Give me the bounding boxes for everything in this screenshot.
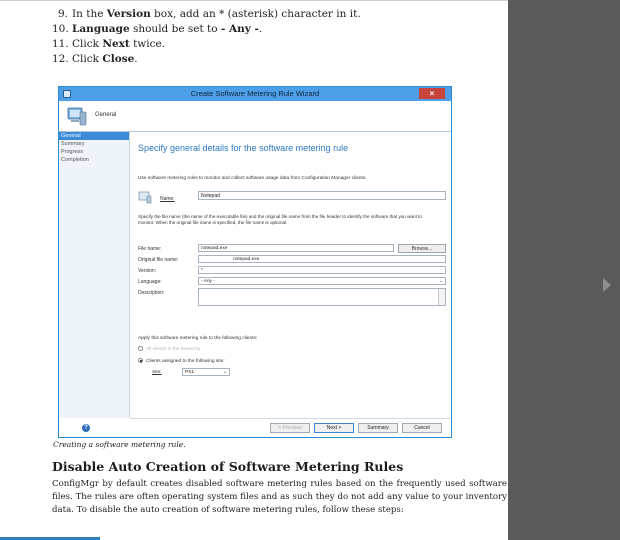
dialog-titlebar [59, 87, 451, 101]
version-input[interactable]: * [198, 266, 446, 274]
step-item [52, 37, 361, 52]
step-number: 10. [52, 23, 69, 35]
figure-caption: Creating a software metering rule. [53, 440, 186, 449]
step-item [52, 7, 361, 22]
nav-item-completion[interactable]: Completion [61, 157, 89, 163]
cancel-button[interactable]: Cancel [402, 423, 442, 433]
top-divider [0, 0, 508, 1]
step-list [52, 7, 361, 67]
radio-site-clients[interactable] [138, 358, 225, 364]
chevron-down-icon: ⌄ [438, 278, 443, 284]
scrollbar[interactable] [438, 289, 445, 305]
section-heading: Disable Auto Creation of Software Metering Rules [52, 459, 404, 474]
step-keyword: Next [102, 38, 130, 50]
help-icon[interactable]: ? [82, 424, 90, 432]
apply-label: Apply this software metering rule to the following clients: [138, 336, 258, 341]
step-text: Click [72, 53, 103, 65]
step-keyword: Version [106, 8, 151, 20]
name-input[interactable]: Notepad [198, 191, 446, 200]
version-label: Version: [138, 268, 157, 274]
radio-indicator [138, 346, 143, 351]
previous-button[interactable]: < Previous [270, 423, 310, 433]
language-value: - Any - [201, 279, 215, 284]
wizard-content [130, 132, 450, 418]
wizard-banner [59, 101, 451, 132]
language-select[interactable] [198, 277, 446, 285]
step-keyword: - Any - [220, 23, 259, 35]
intro-text: Use software metering rules to monitor and collect software usage data from Configuration Manager clients. [138, 176, 367, 181]
window-menu-icon [63, 90, 71, 98]
wizard-screenshot [58, 86, 452, 438]
step-item [52, 22, 361, 37]
summary-button[interactable]: Summary [358, 423, 398, 433]
original-file-name-input[interactable] [198, 255, 446, 263]
computer-icon [65, 104, 89, 128]
file-name-input[interactable]: notepad.exe [198, 244, 394, 252]
step-text: . [258, 23, 263, 35]
next-button[interactable]: Next > [314, 423, 354, 433]
step-text: Click [72, 38, 103, 50]
chevron-down-icon: ⌄ [222, 369, 227, 375]
site-select[interactable] [182, 368, 230, 376]
radio-site-label: Clients assigned to the following site: [146, 358, 225, 364]
original-file-name-label: Original file name: [138, 257, 179, 263]
step-number: 11. [52, 38, 69, 50]
step-keyword: Close [102, 53, 135, 65]
description-input[interactable] [198, 288, 446, 306]
step-text: box, add an * (asterisk) character in it. [150, 8, 361, 20]
step-text: In the [72, 8, 107, 20]
step-text: . [134, 53, 138, 65]
wizard-nav [59, 132, 130, 418]
file-name-label: File name: [138, 246, 162, 252]
language-label: Language: [138, 279, 162, 285]
site-value: PS1 [185, 370, 195, 375]
banner-label: General [95, 112, 117, 118]
next-page-arrow-icon[interactable] [603, 278, 611, 292]
step-number: 12. [52, 53, 69, 65]
original-file-name-value: notepad.exe [233, 257, 260, 262]
description-label: Description: [138, 290, 165, 296]
reader-side-panel [508, 0, 620, 540]
step-text: twice. [129, 38, 166, 50]
close-button[interactable]: × [419, 88, 445, 99]
rule-icon [138, 191, 152, 204]
file-description-text: Specify the file name (the name of the executable file) and the original file name from the file header to identify the software that you want to monitor. When the original file name is specified, the file name is optional. [138, 214, 422, 225]
wizard-footer [84, 418, 450, 437]
radio-all-clients[interactable] [138, 346, 200, 352]
radio-all-label: All clients in the hierarchy [146, 346, 201, 352]
step-number: 9. [57, 8, 68, 20]
name-label: Name: [160, 196, 175, 202]
nav-item-summary[interactable]: Summary [61, 141, 85, 147]
radio-indicator [138, 358, 143, 363]
nav-item-general[interactable]: General [59, 132, 129, 140]
browse-button[interactable]: Browse... [398, 244, 446, 253]
body-paragraph: ConfigMgr by default creates disabled software metering rules based on the frequently used software files. The rules are often operating system files and as such they do not add any value to your inventory data. To disable the auto creation of software metering rules, follow these steps: [52, 479, 507, 515]
nav-item-progress[interactable]: Progress [61, 149, 84, 155]
dialog-title: Create Software Metering Rule Wizard [190, 89, 320, 98]
step-item [52, 52, 361, 67]
step-text: should be set to [129, 23, 221, 35]
page-heading: Specify general details for the software metering rule [138, 143, 349, 153]
step-keyword: Language [72, 23, 130, 35]
site-label: Site: [152, 370, 162, 375]
